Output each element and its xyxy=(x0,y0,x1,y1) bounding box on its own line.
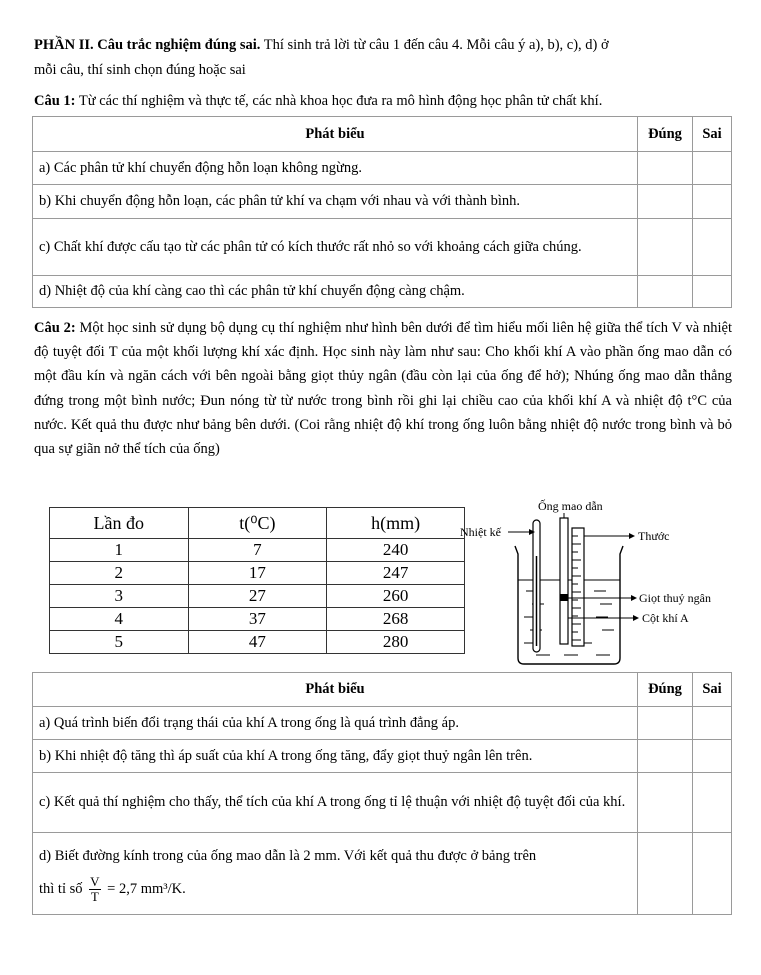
header-false: Sai xyxy=(693,673,732,707)
apparatus-figure xyxy=(460,496,730,668)
answer-true-cell[interactable] xyxy=(638,707,693,740)
answer-true-cell[interactable] xyxy=(638,773,693,833)
statement-b: b) Khi chuyển động hỗn loạn, các phân tử khí va chạm với nhau và với thành bình. xyxy=(33,185,638,219)
fraction-numerator: V xyxy=(90,874,100,889)
instructions-text: Thí sinh trả lời từ câu 1 đến câu 4. Mỗi câu ý a), b), c), d) ở xyxy=(260,37,609,53)
cell-height: 268 xyxy=(327,608,465,631)
table-row xyxy=(33,707,732,740)
statement-d: d) Nhiệt độ của khí càng cao thì các phân tử khí chuyển động càng chậm. xyxy=(33,276,638,308)
ratio-fraction xyxy=(89,875,100,904)
header-true: Đúng xyxy=(638,673,693,707)
statement-c: c) Kết quả thí nghiệm cho thấy, thể tích của khí A trong ống tỉ lệ thuận với nhiệt độ tuyệt đối của khí. xyxy=(33,773,638,833)
measurement-table xyxy=(49,507,465,654)
answer-true-cell[interactable] xyxy=(638,219,693,276)
table-row xyxy=(50,631,465,654)
statement-c: c) Chất khí được cấu tạo từ các phân tử có kích thước rất nhỏ so với khoảng cách giữa chúng. xyxy=(33,219,638,276)
statement-b: b) Khi nhiệt độ tăng thì áp suất của khí A trong ống tăng, đẩy giọt thuỷ ngân lên trên. xyxy=(33,740,638,773)
table-row xyxy=(33,740,732,773)
answer-false-cell[interactable] xyxy=(693,833,732,915)
header-true: Đúng xyxy=(638,117,693,152)
question-1 xyxy=(34,89,734,113)
drop-label: Giọt thuỷ ngân xyxy=(639,591,711,605)
header-false: Sai xyxy=(693,117,732,152)
cell-temperature: 27 xyxy=(188,585,327,608)
measurement-header-row xyxy=(50,508,465,539)
answer-true-cell[interactable] xyxy=(638,276,693,308)
ratio-value: = 2,7 mm³/K. xyxy=(103,880,186,897)
table-row xyxy=(50,608,465,631)
table-row xyxy=(33,219,732,276)
table-row xyxy=(50,585,465,608)
cell-trial: 3 xyxy=(50,585,189,608)
cell-temperature: 7 xyxy=(188,539,327,562)
statement-d-line-1: d) Biết đường kính trong của ống mao dẫn là 2 mm. Với kết quả thu được ở bảng trên xyxy=(39,848,537,864)
table-row xyxy=(33,185,732,219)
table-row xyxy=(33,833,732,915)
table-row xyxy=(50,562,465,585)
cell-height: 247 xyxy=(327,562,465,585)
table-row xyxy=(33,276,732,308)
table-row xyxy=(50,539,465,562)
gas-label: Cột khí A xyxy=(642,611,689,625)
question-1-label: Câu 1: xyxy=(34,93,76,109)
beaker xyxy=(515,546,623,664)
cell-trial: 1 xyxy=(50,539,189,562)
cell-temperature: 37 xyxy=(188,608,327,631)
answer-true-cell[interactable] xyxy=(638,185,693,219)
answer-false-cell[interactable] xyxy=(693,185,732,219)
fraction-denominator: T xyxy=(90,889,99,904)
answer-true-cell[interactable] xyxy=(638,740,693,773)
cell-height: 260 xyxy=(327,585,465,608)
question-1-table xyxy=(32,116,732,308)
thermometer-label: Nhiệt kế xyxy=(460,525,501,539)
ruler-label: Thước xyxy=(638,529,670,543)
answer-true-cell[interactable] xyxy=(638,833,693,915)
table-header-row xyxy=(33,673,732,707)
answer-false-cell[interactable] xyxy=(693,219,732,276)
header-statement: Phát biểu xyxy=(33,673,638,707)
statement-a: a) Quá trình biến đổi trạng thái của khí A trong ống là quá trình đẳng áp. xyxy=(33,707,638,740)
answer-false-cell[interactable] xyxy=(693,707,732,740)
question-2-label: Câu 2: xyxy=(34,320,76,336)
question-2-text: Một học sinh sử dụng bộ dụng cụ thí nghiệm như hình bên dưới để tìm hiểu mối liên hệ giữa thể tích V và nhiệt độ tuyệt đối T của một khối lượng khí xác định. Học sinh này làm như sau: Cho khối khí A vào phần ống mao dẫn có một đầu kín và ngăn cách với bên ngoài bằng giọt thủy ngân (đầu còn lại của ống để hở); Nhúng ống mao dẫn thẳng đứng trong một bình nước; Đun nóng từ từ nước trong bình rồi ghi lại chiều cao của khối khí A và nhiệt độ t°C của nước. Kết quả thu được như bảng bên dưới. (Coi rằng nhiệt độ khí trong ống luôn bằng nhiệt độ nước trong bình và bỏ qua sự giãn nở thể tích của ống) xyxy=(34,320,732,458)
ruler xyxy=(572,528,584,646)
statement-d xyxy=(33,833,638,915)
instructions-line-2: mỗi câu, thí sinh chọn đúng hoặc sai xyxy=(34,62,246,78)
question-2 xyxy=(34,316,732,461)
answer-false-cell[interactable] xyxy=(693,740,732,773)
header-height: h(mm) xyxy=(327,508,465,539)
cell-temperature: 17 xyxy=(188,562,327,585)
question-2-table xyxy=(32,672,732,915)
instructions-line-1 xyxy=(34,33,734,57)
cell-trial: 4 xyxy=(50,608,189,631)
header-trial: Lần đo xyxy=(50,508,189,539)
cell-temperature: 47 xyxy=(188,631,327,654)
question-1-text: Từ các thí nghiệm và thực tế, các nhà khoa học đưa ra mô hình động học phân tử chất khí. xyxy=(75,93,603,109)
mercury-drop xyxy=(561,594,568,601)
table-row xyxy=(33,152,732,185)
header-temperature: t(⁰C) xyxy=(188,508,327,539)
answer-false-cell[interactable] xyxy=(693,152,732,185)
capillary-tube xyxy=(560,518,568,644)
ratio-prefix: thì tỉ số xyxy=(39,880,87,897)
part-title: PHẦN II. Câu trắc nghiệm đúng sai. xyxy=(34,37,261,53)
cell-height: 280 xyxy=(327,631,465,654)
answer-false-cell[interactable] xyxy=(693,276,732,308)
cell-trial: 2 xyxy=(50,562,189,585)
table-header-row xyxy=(33,117,732,152)
answer-false-cell[interactable] xyxy=(693,773,732,833)
header-statement: Phát biểu xyxy=(33,117,638,152)
cell-trial: 5 xyxy=(50,631,189,654)
tube-label: Ống mao dẫn xyxy=(538,499,603,513)
answer-true-cell[interactable] xyxy=(638,152,693,185)
cell-height: 240 xyxy=(327,539,465,562)
table-row xyxy=(33,773,732,833)
statement-d-line-2 xyxy=(39,875,631,904)
statement-a: a) Các phân tử khí chuyển động hỗn loạn không ngừng. xyxy=(33,152,638,185)
